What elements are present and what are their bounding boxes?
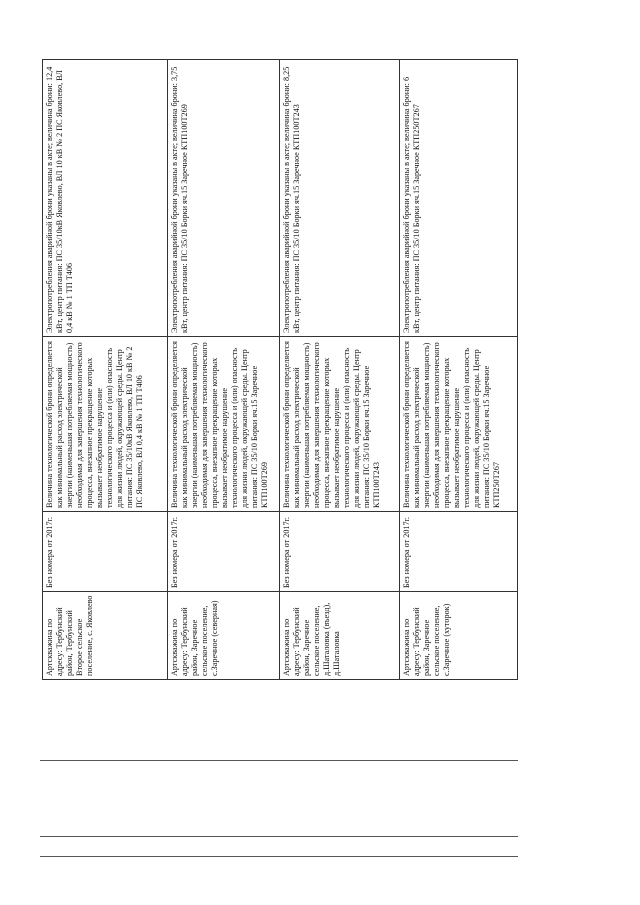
horizontal-rule-top bbox=[40, 760, 518, 761]
horizontal-rule-bottom bbox=[40, 856, 518, 857]
note-cell: Электропотребления аварийной брони указаны в акте; величина брони: 3,75 кВт, центр питания: ПС 35/10 Борки яч.15 Заречное КТП100Т269 bbox=[168, 60, 280, 337]
description-cell: Величина технологической брони определяется как минимальный расход электрической энергии (наименьшая потребляемая мощность) необходимая для завершения технологического процесса, внезапное прекращение которых вызывает необратимое нарушение технологического процесса и (или) опасность для жизни людей, окружающей среды. Центр питания: ПС 35/10кВ Яковлево, ВЛ 10 кВ № 2 ПС Яковлево, ВЛ 0,4 кВ № 1 ТП Т406 bbox=[43, 337, 168, 512]
rotated-table-container bbox=[42, 60, 517, 680]
table-row bbox=[168, 60, 280, 680]
address-cell: Артскважина по адресу: Тербунский район, Заречное сельское поселение, д.Шаталовка (въезд), д.Шаталовка bbox=[280, 592, 400, 680]
table-row bbox=[400, 60, 518, 680]
description-cell: Величина технологической брони определяется как минимальный расход электрической энергии (наименьшая потребляемая мощность) необходимая для завершения технологического процесса, внезапное прекращение которых вызывает необратимое нарушение технологического процесса и (или) опасность для жизни людей, окружающей среды. Центр питания: ПС 35/10 Борки яч.15 Заречное КТП100Т243 bbox=[280, 337, 400, 512]
document-number-cell: Без номера от 2017г. bbox=[168, 512, 280, 592]
note-cell: Электропотребления аварийной брони указаны в акте; величина брони: 6 кВт, центр питания: ПС 35/10 Борки яч.15 Заречное КТП250Т267 bbox=[400, 60, 518, 337]
note-cell: Электропотребления аварийной брони указаны в акте; величина брони: 12,4 кВт, центр питания: ПС 35/10кВ Яковлево, ВЛ 10 кВ № 2 ПС Яковлево, ВЛ 0,4 кВ № 1 ТП Т406 bbox=[43, 60, 168, 337]
horizontal-rule-middle bbox=[40, 836, 518, 837]
note-cell: Электропотребления аварийной брони указаны в акте; величина брони: 8,25 кВт, центр питания: ПС 35/10 Борки яч.15 Заречное КТП100Т243 bbox=[280, 60, 400, 337]
description-cell: Величина технологической брони определяется как минимальный расход электрической энергии (наименьшая потребляемая мощность) необходимая для завершения технологического процесса, внезапное прекращение которых вызывает необратимое нарушение технологического процесса и (или) опасность для жизни людей, окружающей среды. Центр питания: ПС 35/10 Борки яч.15 Заречное КТП100Т269 bbox=[168, 337, 280, 512]
address-cell: Артскважина по адресу: Тербунский район, Заречное сельское поселение, с.Заречное (северная) bbox=[168, 592, 280, 680]
backup-power-table bbox=[42, 59, 518, 680]
address-cell: Артскважина по адресу: Тербунский район, Заречное сельское поселение, с.Заречное (хуторок) bbox=[400, 592, 518, 680]
document-number-cell: Без номера от 2017г. bbox=[400, 512, 518, 592]
document-number-cell: Без номера от 2017г. bbox=[280, 512, 400, 592]
table-row bbox=[280, 60, 400, 680]
table-row bbox=[43, 60, 168, 680]
document-number-cell: Без номера от 2017г. bbox=[43, 512, 168, 592]
address-cell: Артскважина по адресу: Тербунский район, Тербунский Второе сельское поселение, с. Яковлево bbox=[43, 592, 168, 680]
description-cell: Величина технологической брони определяется как минимальный расход электрической энергии (наименьшая потребляемая мощность) необходимая для завершения технологического процесса, внезапное прекращение которых вызывает необратимое нарушение технологического процесса и (или) опасность для жизни людей, окружающей среды. Центр питания: ПС 35/10 Борки яч.15 Заречное КТП250Т267 bbox=[400, 337, 518, 512]
